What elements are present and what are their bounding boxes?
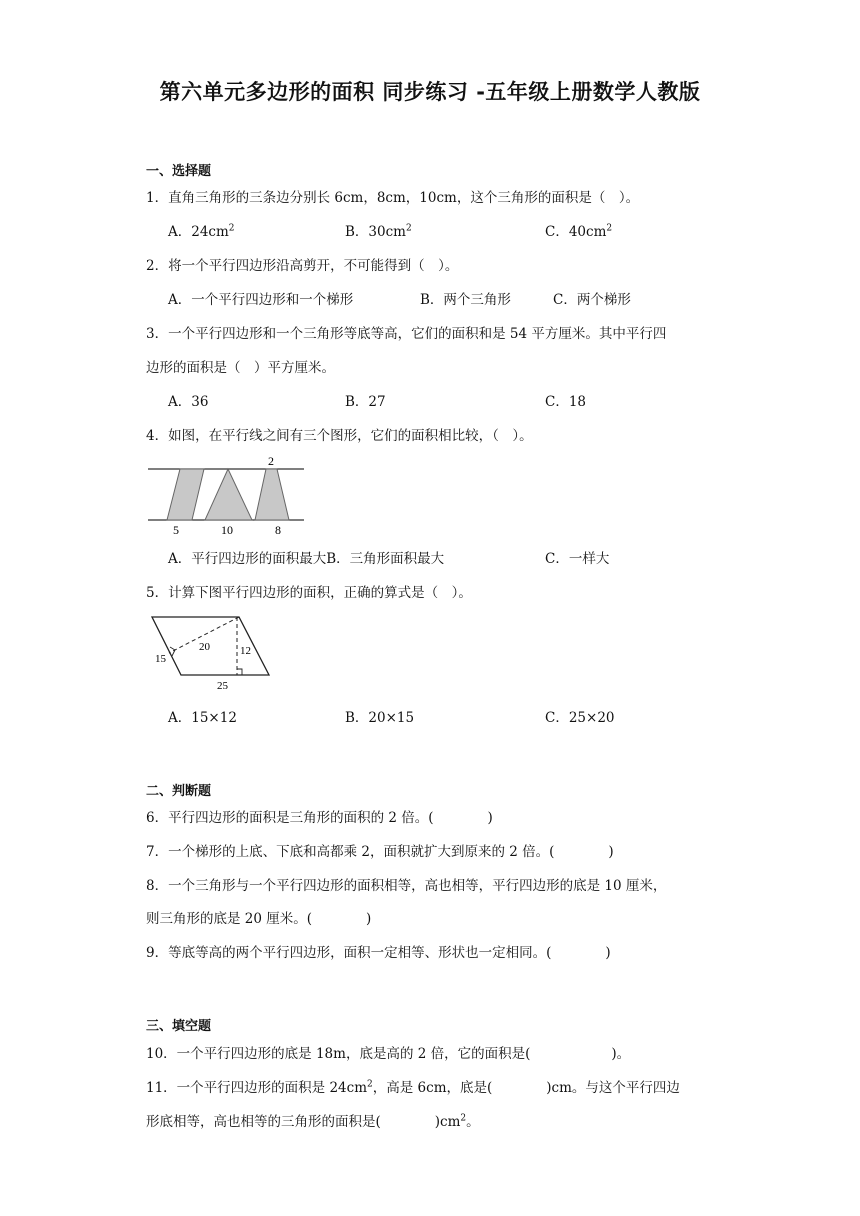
question-11-line1: 11．一个平行四边形的面积是 $24cm^2$，高是 6cm，底是( )cm。与这个平行四边: [146, 1079, 680, 1096]
q1-option-a[interactable]: A．$24cm^2$: [168, 223, 235, 240]
q2-option-a[interactable]: A．一个平行四边形和一个梯形: [168, 292, 354, 308]
question-8-line2: 则三角形的底是 20 厘米。( ): [146, 911, 372, 927]
q1-option-c[interactable]: C．$40cm^2$: [545, 223, 613, 240]
q4-label-base-2: 10: [221, 523, 233, 537]
q5-parallelogram: [152, 617, 269, 675]
q4-label-base-3: 8: [275, 523, 281, 537]
q5-label-15: 15: [155, 653, 166, 665]
question-7: 7．一个梯形的上底、下底和高都乘 2，面积就扩大到原来的 2 倍。( ): [146, 844, 614, 860]
section-heading-choice: 一、选择题: [146, 164, 212, 179]
q4-option-c[interactable]: C．一样大: [545, 551, 610, 567]
question-3-line1: 3．一个平行四边形和一个三角形等底等高，它们的面积和是 54 平方厘米。其中平行四: [146, 326, 667, 342]
question-6: 6．平行四边形的面积是三角形的面积的 2 倍。( ): [146, 810, 493, 826]
question-2: 2．将一个平行四边形沿高剪开，不可能得到（ ）。: [146, 258, 459, 274]
q5-option-b[interactable]: B．20×15: [345, 710, 415, 726]
question-5: 5．计算下图平行四边形的面积，正确的算式是（ ）。: [146, 585, 472, 601]
question-11-line2: 形底相等，高也相等的三角形的面积是( )$cm^2$。: [146, 1113, 480, 1130]
q4-parallelogram: [167, 469, 204, 520]
page-title: 第六单元多边形的面积 同步练习 -五年级上册数学人教版: [159, 80, 701, 104]
question-10: 10．一个平行四边形的底是 18m，底是高的 2 倍，它的面积是( )。: [146, 1046, 631, 1062]
question-9: 9．等底等高的两个平行四边形，面积一定相等、形状也一定相同。( ): [146, 945, 611, 961]
q4-option-a-b[interactable]: A．平行四边形的面积最大B．三角形面积最大: [168, 551, 445, 567]
q5-label-20: 20: [199, 641, 210, 653]
q5-option-a[interactable]: A．15×12: [168, 710, 237, 726]
q4-trapezoid: [255, 469, 289, 520]
q3-option-b[interactable]: B．27: [345, 394, 386, 410]
q2-option-c[interactable]: C．两个梯形: [553, 292, 631, 308]
question-8-line1: 8．一个三角形与一个平行四边形的面积相等，高也相等，平行四边形的底是 10 厘米，: [146, 878, 667, 894]
section-heading-judge: 二、判断题: [146, 784, 212, 799]
question-3-line2: 边形的面积是（ ）平方厘米。: [146, 360, 335, 376]
q4-figure: [148, 452, 308, 538]
q2-option-b[interactable]: B．两个三角形: [420, 292, 511, 308]
question-4: 4．如图，在平行线之间有三个图形，它们的面积相比较，（ ）。: [146, 428, 533, 444]
q5-label-12: 12: [240, 645, 251, 657]
q5-label-25: 25: [217, 680, 228, 692]
q4-label-top: 2: [268, 454, 274, 468]
q1-option-b[interactable]: B．$30cm^2$: [345, 223, 412, 240]
q5-right-angle-mark-2: [237, 669, 242, 675]
q4-label-base-1: 5: [173, 523, 179, 537]
q4-triangle: [205, 469, 252, 520]
q5-figure: [148, 612, 276, 694]
question-1: 1．直角三角形的三条边分别长 6cm，8cm，10cm，这个三角形的面积是（ ）。: [146, 190, 640, 206]
q5-option-c[interactable]: C．25×20: [545, 710, 615, 726]
section-heading-fill: 三、填空题: [146, 1019, 212, 1034]
q3-option-a[interactable]: A．36: [168, 394, 209, 410]
q3-option-c[interactable]: C．18: [545, 394, 587, 410]
